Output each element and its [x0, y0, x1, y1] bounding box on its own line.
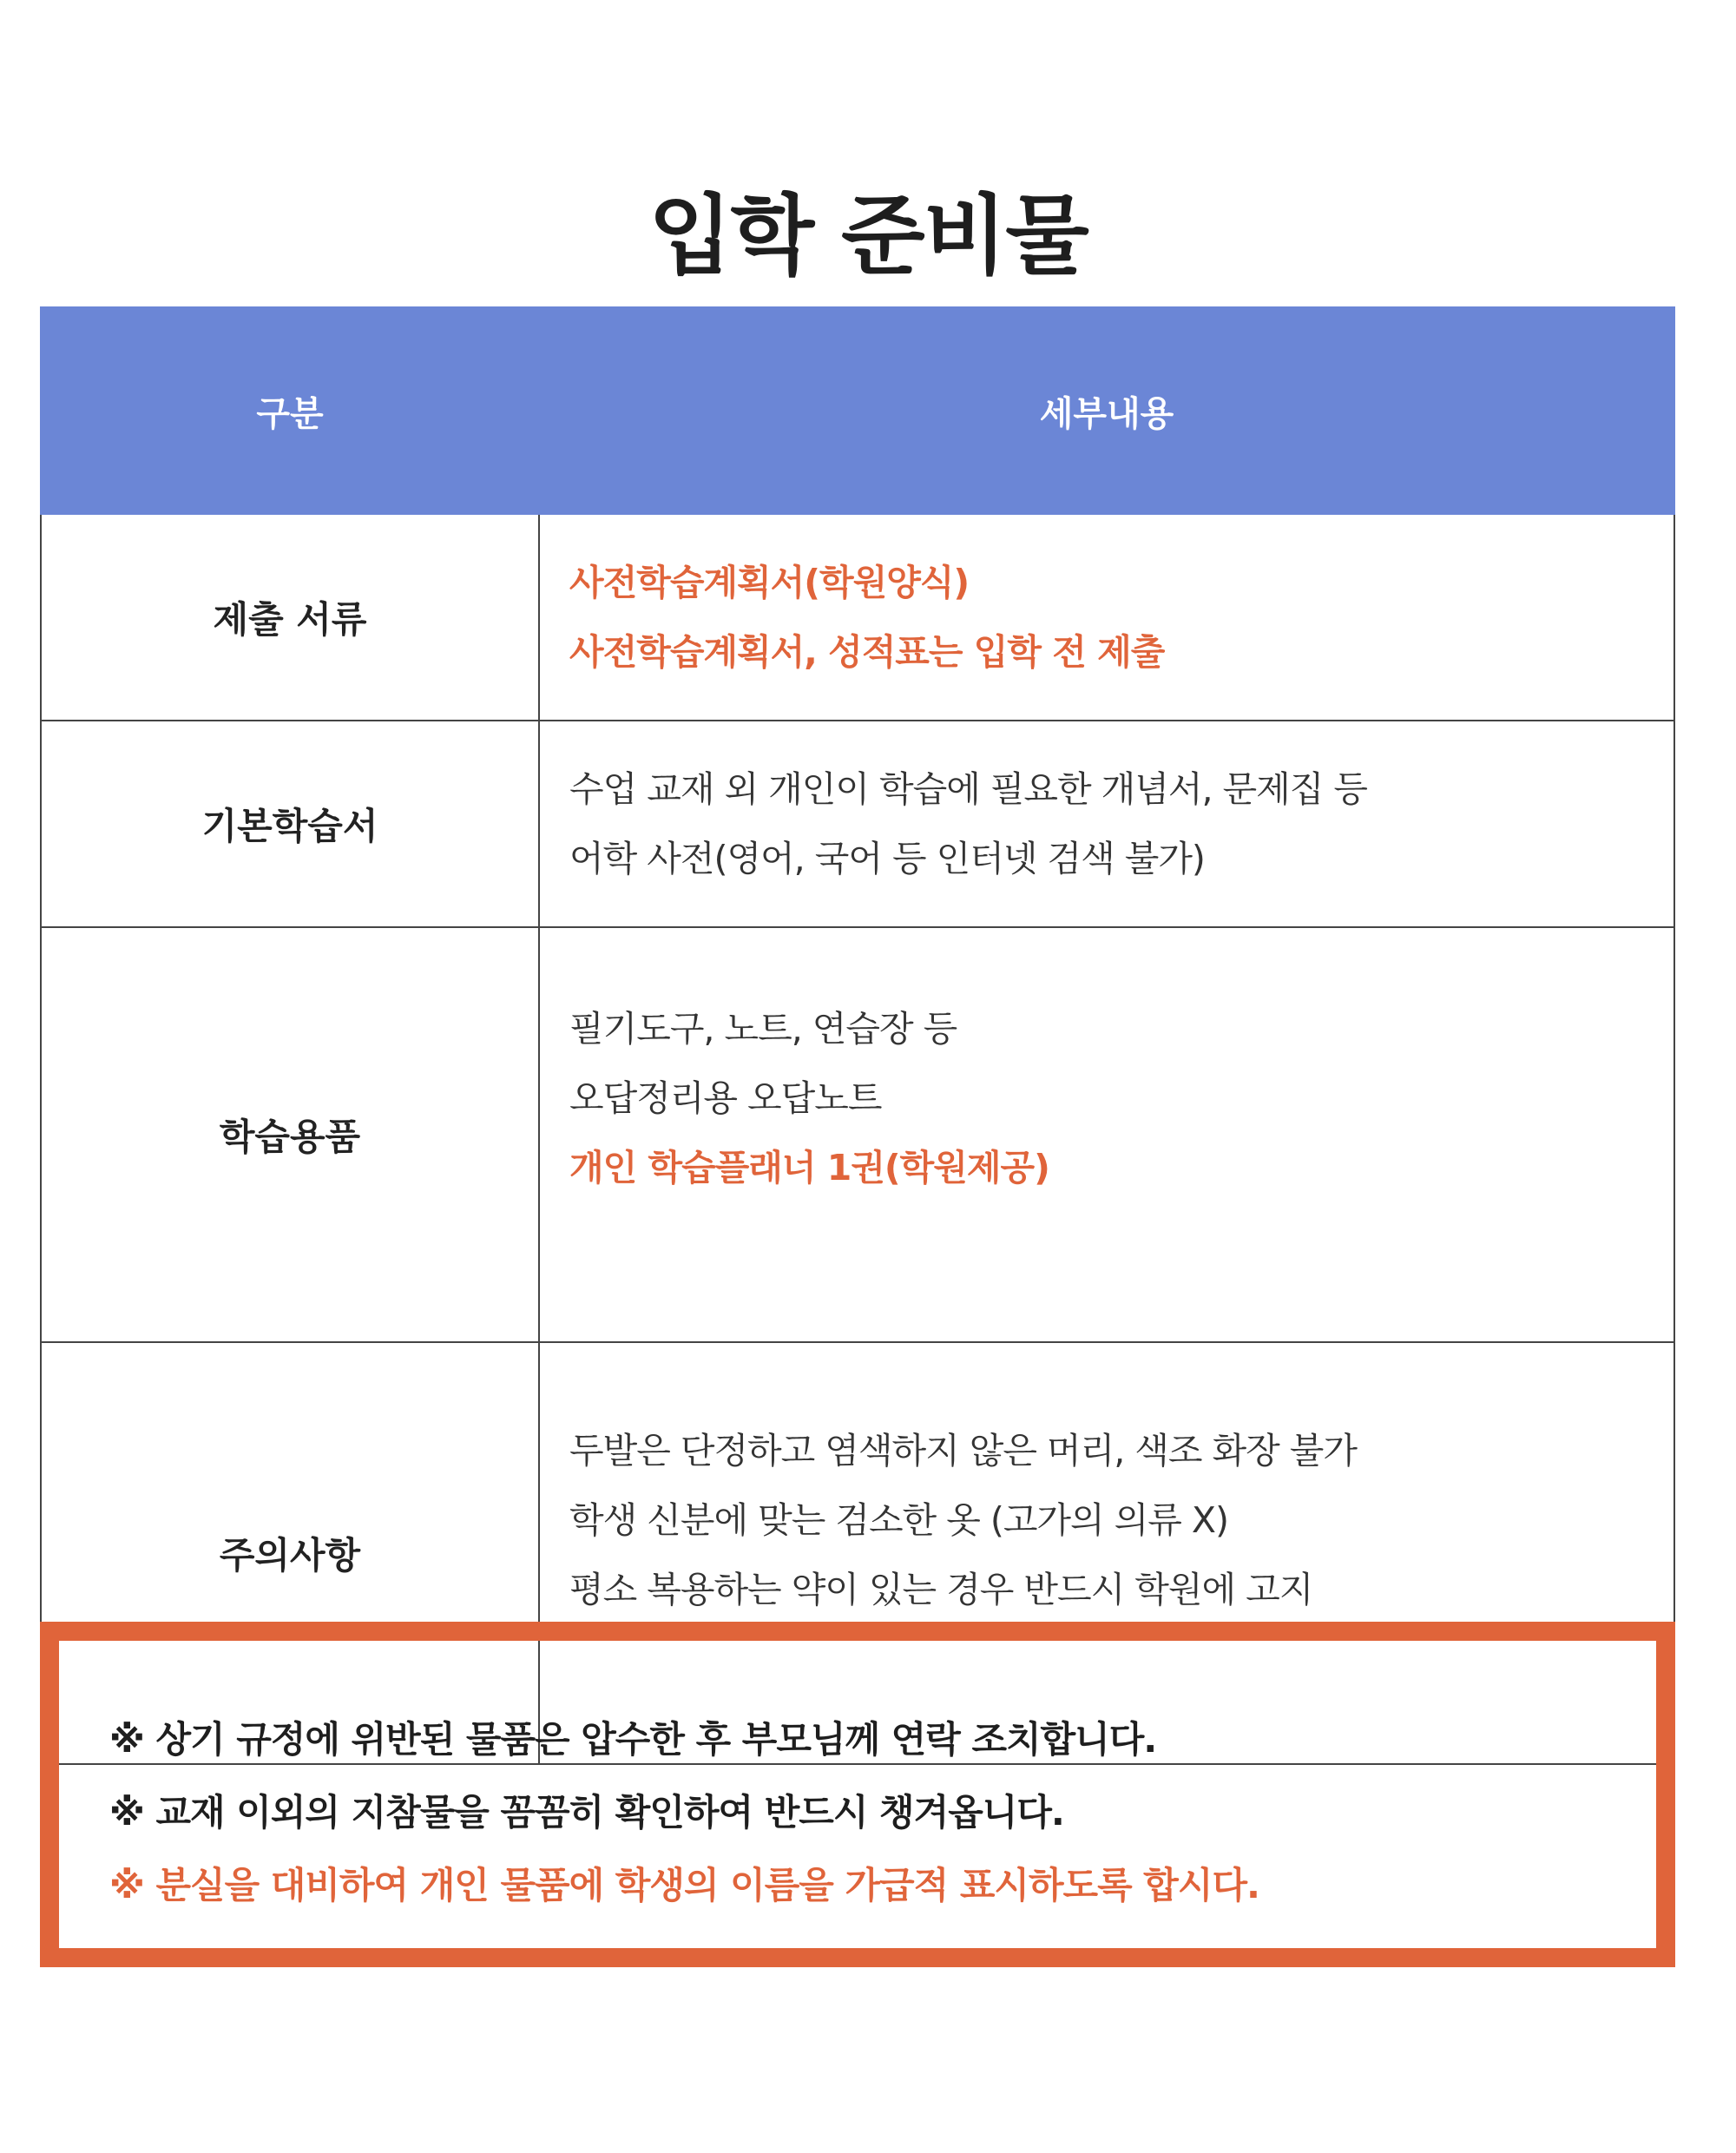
column-header-detail: 세부내용 — [539, 307, 1674, 514]
table-row-basic-textbooks — [41, 721, 1674, 927]
detail-line: 평소 복용하는 약이 있는 경우 반드시 학원에 고지 — [569, 1569, 1313, 1610]
row-category: 기본학습서 — [41, 721, 539, 927]
row-category: 주의사항 — [41, 1342, 539, 1764]
detail-line: 어학 사전(영어, 국어 등 인터넷 검색 불가) — [569, 838, 1205, 879]
table-header-row — [41, 307, 1674, 514]
detail-line: 사전학습계획서, 성적표는 입학 전 제출 — [569, 631, 1165, 673]
detail-line: 개인 학습플래너 1권(학원제공) — [569, 1147, 1049, 1188]
notice-line: ※ 교재 이외의 지참물을 꼼꼼히 확인하여 반드시 챙겨옵니다. — [109, 1791, 1064, 1834]
row-detail — [539, 721, 1674, 927]
detail-line: 두발은 단정하고 염색하지 않은 머리, 색조 화장 불가 — [569, 1430, 1357, 1472]
detail-line: 수업 교재 외 개인이 학습에 필요한 개념서, 문제집 등 — [569, 768, 1368, 810]
page-title: 입학 준비물 — [648, 185, 1088, 286]
notice-line: ※ 분실을 대비하여 개인 물품에 학생의 이름을 가급적 표시하도록 합시다. — [109, 1864, 1259, 1906]
row-detail — [539, 927, 1674, 1342]
detail-line: 오답정리용 오답노트 — [569, 1077, 882, 1119]
detail-line: 사전학습계획서(학원양식) — [569, 562, 970, 603]
notice-box — [40, 1622, 1675, 1967]
table-row-submission-documents — [41, 514, 1674, 721]
column-header-category: 구분 — [41, 307, 539, 514]
row-detail — [539, 514, 1674, 721]
detail-line: 학생 신분에 맞는 검소한 옷 (고가의 의류 X) — [569, 1499, 1229, 1541]
detail-line: 필기도구, 노트, 연습장 등 — [569, 1008, 957, 1050]
notice-line: ※ 상기 규정에 위반된 물품은 압수한 후 부모님께 연락 조치합니다. — [109, 1718, 1157, 1761]
row-category: 제출 서류 — [41, 514, 539, 721]
row-category: 학습용품 — [41, 927, 539, 1342]
table-row-study-supplies — [41, 927, 1674, 1342]
supplies-table — [40, 306, 1675, 1765]
